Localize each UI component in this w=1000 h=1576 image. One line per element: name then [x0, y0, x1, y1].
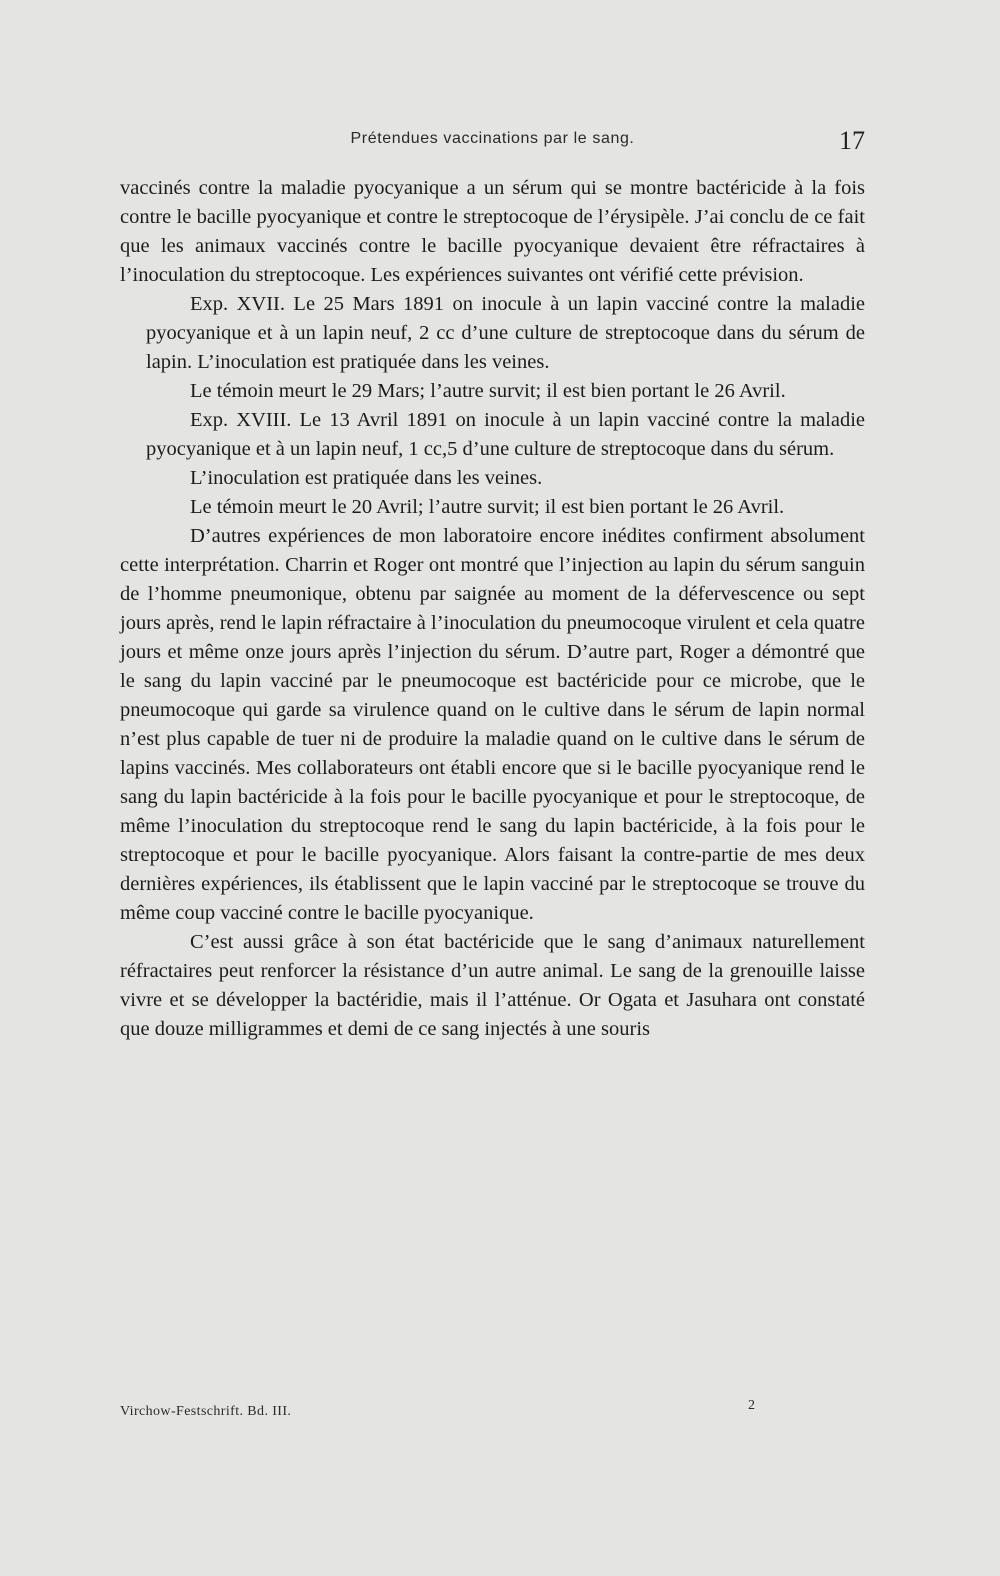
- page-footer: [120, 1398, 865, 1424]
- paragraph-experiment-17: Exp. XVII. Le 25 Mars 1891 on inocule à un lapin vacciné contre la maladie pyocyanique et à un lapin neuf, 2 cc d’une culture de streptocoque dans du sérum de lapin. L’inoculation est pratiquée dans les veines.: [146, 293, 865, 373]
- paragraph-experiment-17-result: Le témoin meurt le 29 Mars; l’autre survit; il est bien portant le 26 Avril.: [190, 380, 786, 402]
- running-title: Prétendues vaccinations par le sang.: [350, 130, 635, 147]
- running-head: [120, 126, 865, 156]
- page-number: 17: [839, 126, 865, 155]
- sheet-number: 2: [748, 1398, 755, 1413]
- paragraph-experiment-18: Exp. XVIII. Le 13 Avril 1891 on inocule à un lapin vacciné contre la maladie pyocyanique et à un lapin neuf, 1 cc,5 d’une culture de streptocoque dans du sérum.: [146, 409, 865, 460]
- paragraph-other-experiments: D’autres expériences de mon laboratoire encore inédites confirment absolument cette interprétation. Charrin et Roger ont montré que l’injection au lapin du sérum sanguin de l’homme pneumonique, obtenu par saignée au moment de la défervescence ou sept jours après, rend le lapin réfractaire à l’inoculation du pneumocoque virulent et cela quatre jours et même onze jours après l’injection du sérum. D’autre part, Roger a démontré que le sang du lapin vacciné par le pneumocoque est bactéricide pour ce microbe, que le pneumocoque qui garde sa virulence quand on le cultive dans le sérum de lapin normal n’est plus capable de tuer ni de produire la maladie quand on le cultive dans le sérum de lapins vaccinés. Mes collaborateurs ont établi encore que si le bacille pyocyanique rend le sang du lapin bactéricide à la fois pour le bacille pyocyanique et pour le streptocoque, de même l’inoculation du streptocoque rend le sang du lapin bactéricide, à la fois pour le streptocoque et pour le bacille pyocyanique. Alors faisant la contre-partie de mes deux dernières expériences, ils établissent que le lapin vacciné par le streptocoque se trouve du même coup vacciné contre le bacille pyocyanique.: [120, 525, 865, 924]
- footer-signature: Virchow-Festschrift. Bd. III.: [120, 1404, 292, 1419]
- paragraph-experiment-18-result: Le témoin meurt le 20 Avril; l’autre survit; il est bien portant le 26 Avril.: [190, 496, 785, 518]
- body-text: [120, 174, 865, 1044]
- paragraph-natural-resistance: C’est aussi grâce à son état bactéricide que le sang d’animaux naturellement réfractaires peut renforcer la résistance d’un autre animal. Le sang de la grenouille laisse vivre et se développer la bactéridie, mais il l’atténue. Or Ogata et Jasuhara ont constaté que douze milligrammes et demi de ce sang injectés à une souris: [120, 931, 865, 1040]
- paragraph-continuation: vaccinés contre la maladie pyocyanique a un sérum qui se montre bactéricide à la fois contre le bacille pyocyanique et contre le streptocoque de l’érysipèle. J’ai conclu de ce fait que les animaux vaccinés contre le bacille pyocyanique devaient être réfractaires à l’inoculation du streptocoque. Les expériences suivantes ont vérifié cette prévision.: [120, 177, 865, 286]
- paragraph-experiment-18-method: L’inoculation est pratiquée dans les veines.: [190, 467, 543, 489]
